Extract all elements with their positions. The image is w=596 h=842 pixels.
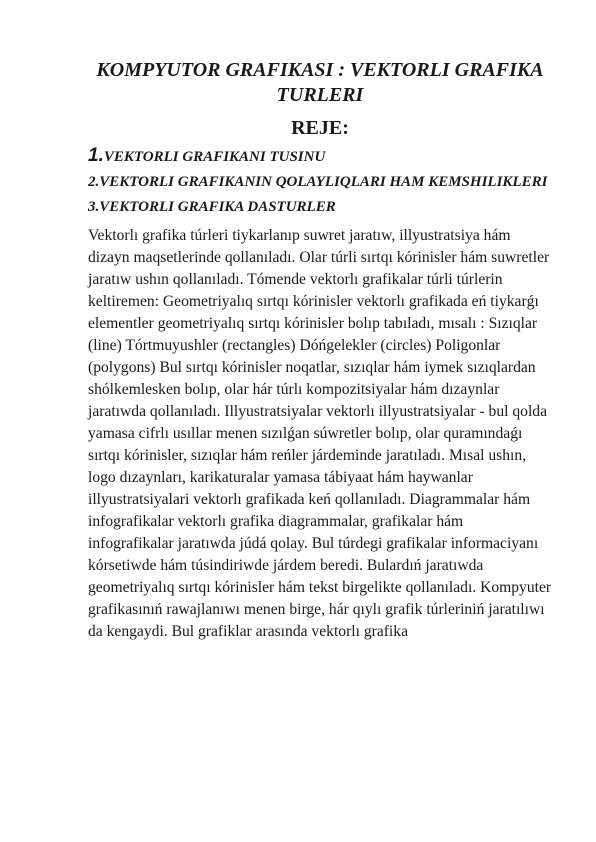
plan-item-3 xyxy=(88,197,552,217)
body-paragraph: Vektorlı grafika túrleri tiykarlanıp suwret jaratıw, illyustratsiya hám dizayn maqsetlerinde qollanıladı. Olar túrli sırtqı kórinisler hám suwretler jaratıw ushın qollanıladı. Tómende vektorlı grafikalar túrli túrlerin keltiremen: Geometriyalıq sırtqı kórinisler vektorlı grafikada eń tiykarǵı elementler geometriyalıq sırtqı kórinisler bolıp tabıladı, mısalı : Sızıqlar (line) Tórtmuyushler (rectangles) Dóńgelekler (circles) Poligonlar (polygons) Bul sırtqı kórinisler noqatlar, sızıqlar hám iymek sızıqlardan shólkemlesken bolıp, olar hár túrlı kompozitsiyalar hám dızaynlar jaratıwda qollanıladı. Illyustratsiyalar vektorlı illyustratsiyalar - bul qolda yamasa cifrlı usıllar menen sızılǵan súwretler bolıp, olar quramındaǵı sırtqı kórinisler, sızıqlar hám reńler járdeminde jaratıladı. Mısal ushın, logo dızaynları, karikaturalar yamasa tábiyaat hám haywanlar illyustratsiyalari vektorlı grafikada keń qollanıladı. Diagrammalar hám infografikalar vektorlı grafika diagrammalar, grafikalar hám infografikalar jaratıwda júdá qolay. Bul túrdegi grafikalar informaciyanı kórsetiwde hám túsindiriwde járdem beredi. Bulardıń jaratıwda geometriyalıq sırtqı kórinisler hám tekst birgelikte qollanıladı. Kompyuter grafikasınıń rawajlanıwı menen birge, hár qıylı grafik túrleriniń jaratılıwı da kengaydi. Bul grafiklar arasında vektorlı grafika xyxy=(88,227,552,640)
plan-item-number: 3. xyxy=(88,199,100,215)
plan-item-text: VEKTORLI GRAFIKA DASTURLER xyxy=(99,199,336,215)
plan-item-text: VEKTORLI GRAFIKANIN QOLAYLIQLARI HAM KEMSHILIKLERI xyxy=(99,174,548,190)
plan-item-2 xyxy=(88,172,552,192)
plan-item-text: VEKTORLI GRAFIKANI TUSINU xyxy=(103,149,326,165)
plan-heading: REJE: xyxy=(291,117,349,139)
document-title: KOMPYUTOR GRAFIKASI : VEKTORLI GRAFIKA TURLERI xyxy=(96,59,544,106)
plan-item-number: 2. xyxy=(88,174,100,190)
plan-item-1 xyxy=(88,146,552,167)
plan-item-number: 1. xyxy=(88,145,104,166)
